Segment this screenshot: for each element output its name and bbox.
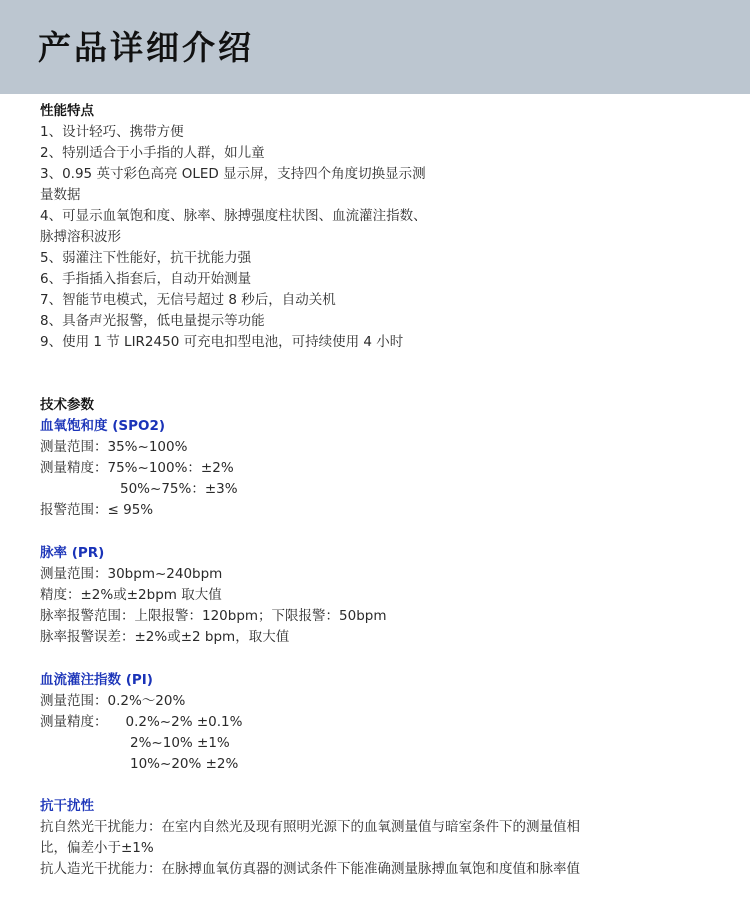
feature-item: 5、弱灌注下性能好，抗干扰能力强 [40, 250, 252, 266]
spo2-range: 测量范围：35%~100% [40, 439, 188, 455]
pi-title: 血流灌注指数 (PI) [40, 672, 153, 688]
pi-accuracy-row [40, 712, 720, 733]
spacer [40, 775, 720, 796]
pi-accuracy-value: 10%~20% ±2% [130, 756, 239, 772]
feature-item: 1、设计轻巧、携带方便 [40, 124, 184, 140]
anti-natural-light: 抗自然光干扰能力：在室内自然光及现有照明光源下的血氧测量值与暗室条件下的测量值相 [40, 819, 580, 835]
feature-item: 2、特别适合于小手指的人群，如儿童 [40, 145, 265, 161]
header-banner [0, 0, 750, 94]
pi-accuracy-label: 测量精度： [40, 714, 108, 730]
spo2-title: 血氧饱和度 (SPO2) [40, 418, 166, 434]
pi-accuracy-value: 0.2%~2% ±0.1% [125, 714, 243, 730]
feature-item: 7、智能节电模式，无信号超过 8 秒后，自动关机 [40, 292, 336, 308]
pr-range: 测量范围：30bpm~240bpm [40, 566, 223, 582]
features-heading: 性能特点 [40, 103, 94, 119]
pr-alarm-range: 脉率报警范围：上限报警：120bpm；下限报警：50bpm [40, 608, 387, 624]
anti-artificial-light: 抗人造光干扰能力：在脉搏血氧仿真器的测试条件下能准确测量脉搏血氧饱和度值和脉率值 [40, 861, 580, 877]
feature-item: 量数据 [40, 187, 81, 203]
pr-title: 脉率 (PR) [40, 545, 105, 561]
pr-alarm-error: 脉率报警误差：±2%或±2 bpm，取大值 [40, 629, 290, 645]
pi-accuracy-value: 2%~10% ±1% [130, 735, 230, 751]
feature-item: 6、手指插入指套后，自动开始测量 [40, 271, 252, 287]
spacer [40, 353, 720, 395]
feature-item: 3、0.95 英寸彩色高亮 OLED 显示屏，支持四个角度切换显示测 [40, 166, 426, 182]
spo2-alarm: 报警范围：≤ 95% [40, 502, 154, 518]
spacer [40, 648, 720, 670]
feature-item: 9、使用 1 节 LIR2450 可充电扣型电池，可持续使用 4 小时 [40, 334, 404, 350]
page-title: 产品详细介绍 [38, 28, 254, 67]
spo2-accuracy: 测量精度：75%~100%：±2% [40, 460, 234, 476]
feature-item: 脉搏溶积波形 [40, 229, 121, 245]
pr-accuracy: 精度：±2%或±2bpm 取大值 [40, 587, 222, 603]
feature-item: 4、可显示血氧饱和度、脉率、脉搏强度柱状图、血流灌注指数、 [40, 208, 427, 224]
spacer [40, 521, 720, 543]
anti-interference-title: 抗干扰性 [40, 798, 94, 814]
product-details [40, 101, 720, 880]
spo2-accuracy-low: 50%~75%：±3% [120, 481, 238, 497]
feature-item: 8、具备声光报警，低电量提示等功能 [40, 313, 265, 329]
pi-range: 测量范围：0.2%～20% [40, 693, 186, 709]
specs-heading: 技术参数 [40, 397, 94, 413]
anti-natural-light-cont: 比，偏差小于±1% [40, 840, 154, 856]
